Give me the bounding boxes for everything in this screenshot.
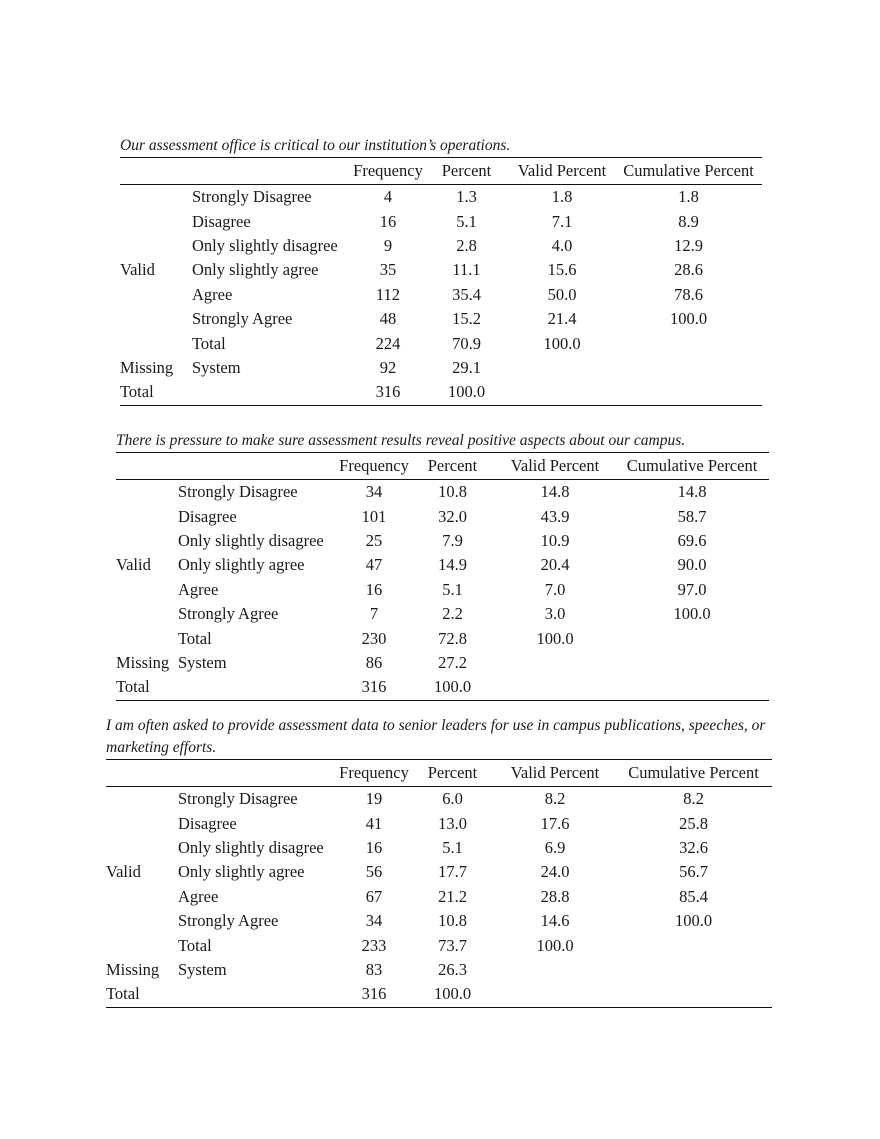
- cell-valid-percent: 8.2: [544, 789, 566, 809]
- cell-percent: 10.8: [438, 911, 467, 931]
- cell-frequency: 101: [361, 506, 387, 526]
- row-label: Strongly Disagree: [192, 187, 312, 207]
- table-row: [106, 933, 772, 957]
- group-label-valid: Valid: [116, 555, 151, 575]
- table-row: [120, 283, 762, 307]
- cell-cumulative: 8.2: [683, 789, 704, 809]
- row-label: Only slightly disagree: [178, 530, 324, 550]
- row-label: Only slightly agree: [178, 862, 305, 882]
- table-row-total: [106, 982, 772, 1007]
- cell-valid-percent: 3.0: [544, 604, 566, 624]
- cell-cumulative: 1.8: [678, 187, 699, 207]
- row-label: System: [178, 652, 227, 672]
- cell-percent: 14.9: [438, 555, 467, 575]
- frequency-table-2: [116, 430, 769, 701]
- table-row: [116, 529, 769, 553]
- cell-frequency: 16: [365, 837, 383, 857]
- row-label: Only slightly disagree: [192, 235, 338, 255]
- cell-frequency: 316: [338, 982, 410, 1007]
- group-label-total: Total: [116, 675, 178, 700]
- frequency-table-1: [120, 135, 762, 406]
- cell-frequency: 19: [365, 789, 383, 809]
- cell-percent: 5.1: [456, 211, 477, 231]
- table-row-missing: [120, 356, 762, 380]
- cell-valid-percent: 1.8: [551, 187, 573, 207]
- row-label: System: [178, 959, 227, 979]
- row-label: Agree: [192, 284, 233, 304]
- cell-cumulative: 56.7: [679, 862, 708, 882]
- group-label-valid: Valid: [106, 862, 141, 882]
- cell-frequency: 34: [365, 911, 383, 931]
- cell-frequency: 112: [375, 284, 401, 304]
- cell-valid-percent: 7.1: [551, 211, 573, 231]
- cell-frequency: 35: [379, 260, 397, 280]
- table-row: [106, 836, 772, 860]
- cell-frequency: 4: [383, 187, 393, 207]
- header-percent: Percent: [424, 158, 509, 185]
- group-label-missing: Missing: [120, 357, 174, 377]
- cell-cumulative: 100.0: [669, 309, 708, 329]
- cell-percent: 32.0: [438, 506, 467, 526]
- cell-frequency: 47: [365, 555, 383, 575]
- group-label-total: Total: [106, 982, 178, 1007]
- header-valid-percent: Valid Percent: [495, 760, 615, 787]
- table: [120, 157, 762, 406]
- header-percent: Percent: [410, 453, 495, 480]
- cell-frequency: 48: [379, 309, 397, 329]
- header-valid-percent: Valid Percent: [495, 453, 615, 480]
- header-row: [116, 453, 769, 480]
- header-cumulative-percent: Cumulative Percent: [615, 158, 762, 185]
- table-row: [116, 578, 769, 602]
- cell-percent: 70.9: [452, 333, 481, 353]
- cell-percent: 5.1: [442, 579, 463, 599]
- cell-percent: 15.2: [452, 309, 481, 329]
- cell-percent: 27.2: [438, 652, 467, 672]
- row-label: Total: [178, 935, 212, 955]
- cell-valid-percent: 15.6: [547, 260, 577, 280]
- cell-percent: 7.9: [442, 530, 463, 550]
- cell-percent: 26.3: [438, 959, 467, 979]
- cell-frequency: 233: [361, 935, 387, 955]
- cell-frequency: 25: [365, 530, 383, 550]
- table-row: [120, 307, 762, 331]
- cell-frequency: 230: [361, 628, 387, 648]
- cell-cumulative: 69.6: [677, 530, 707, 550]
- cell-percent: 6.0: [442, 789, 463, 809]
- cell-valid-percent: 20.4: [540, 555, 570, 575]
- cell-valid-percent: 43.9: [540, 506, 570, 526]
- row-label: Strongly Disagree: [178, 482, 298, 502]
- group-label-valid: Valid: [120, 260, 155, 280]
- table-row: [120, 209, 762, 233]
- cell-percent: 11.1: [452, 260, 481, 280]
- row-label: Total: [192, 333, 226, 353]
- cell-frequency: 16: [379, 211, 397, 231]
- cell-valid-percent: 100.0: [536, 935, 574, 955]
- cell-frequency: 92: [379, 357, 397, 377]
- cell-cumulative: 100.0: [673, 604, 711, 624]
- header-row: [106, 760, 772, 787]
- row-label: Strongly Agree: [192, 309, 293, 329]
- cell-valid-percent: 14.6: [540, 911, 570, 931]
- cell-cumulative: [615, 331, 762, 355]
- cell-frequency: 316: [338, 675, 410, 700]
- cell-valid-percent: 100.0: [536, 628, 574, 648]
- cell-cumulative: 85.4: [679, 886, 708, 906]
- row-label: Only slightly agree: [178, 555, 305, 575]
- header-percent: Percent: [410, 760, 495, 787]
- table-row-missing: [106, 958, 772, 982]
- table-row: [116, 602, 769, 626]
- cell-cumulative: 14.8: [677, 482, 707, 502]
- table-row: [116, 626, 769, 650]
- row-label: Strongly Agree: [178, 911, 279, 931]
- cell-cumulative: 78.6: [674, 284, 703, 304]
- cell-valid-percent: 14.8: [540, 482, 570, 502]
- table-row: [120, 331, 762, 355]
- cell-percent: 1.3: [456, 187, 477, 207]
- cell-cumulative: 97.0: [677, 579, 707, 599]
- cell-percent: 17.7: [438, 862, 467, 882]
- cell-valid-percent: 28.8: [540, 886, 570, 906]
- cell-frequency: 16: [365, 579, 383, 599]
- cell-cumulative: 58.7: [677, 506, 707, 526]
- row-label: Total: [178, 628, 212, 648]
- cell-cumulative: [615, 626, 769, 650]
- cell-valid-percent: 7.0: [544, 579, 566, 599]
- table-row: [120, 234, 762, 258]
- row-label: Agree: [178, 886, 219, 906]
- header-cumulative-percent: Cumulative Percent: [615, 760, 772, 787]
- cell-cumulative: 8.9: [678, 211, 699, 231]
- cell-valid-percent: 10.9: [540, 530, 570, 550]
- table-caption: Our assessment office is critical to our institution’s operations.: [120, 137, 511, 154]
- cell-percent: 29.1: [452, 357, 481, 377]
- cell-cumulative: 100.0: [674, 911, 713, 931]
- header-frequency: Frequency: [352, 158, 424, 185]
- cell-valid-percent: 50.0: [547, 284, 577, 304]
- row-label: Disagree: [178, 506, 237, 526]
- table-row-missing: [116, 651, 769, 675]
- cell-frequency: 224: [375, 333, 401, 353]
- row-label: Only slightly agree: [192, 260, 319, 280]
- table-row: [116, 480, 769, 505]
- cell-percent: 100.0: [410, 982, 495, 1007]
- header-valid-percent: Valid Percent: [509, 158, 615, 185]
- cell-percent: 2.2: [442, 604, 463, 624]
- cell-cumulative: 90.0: [677, 555, 707, 575]
- row-label: Disagree: [178, 813, 237, 833]
- cell-percent: 72.8: [438, 628, 467, 648]
- header-frequency: Frequency: [338, 760, 410, 787]
- cell-frequency: 67: [365, 886, 383, 906]
- row-label: Agree: [178, 579, 219, 599]
- cell-frequency: 34: [365, 482, 383, 502]
- cell-percent: 100.0: [424, 380, 509, 405]
- cell-percent: 10.8: [438, 482, 467, 502]
- cell-valid-percent: 6.9: [544, 837, 566, 857]
- cell-frequency: 7: [369, 604, 379, 624]
- cell-cumulative: [615, 933, 772, 957]
- cell-cumulative: 25.8: [679, 813, 708, 833]
- cell-percent: 100.0: [410, 675, 495, 700]
- group-label-missing: Missing: [116, 652, 170, 672]
- cell-frequency: 9: [383, 235, 393, 255]
- table-row: [106, 909, 772, 933]
- cell-percent: 2.8: [456, 235, 477, 255]
- cell-percent: 5.1: [442, 837, 463, 857]
- cell-valid-percent: 17.6: [540, 813, 570, 833]
- group-label-total: Total: [120, 380, 192, 405]
- table-row: [106, 885, 772, 909]
- header-row: [120, 158, 762, 185]
- cell-percent: 35.4: [452, 284, 481, 304]
- cell-valid-percent: 100.0: [543, 333, 581, 353]
- cell-cumulative: 32.6: [679, 837, 708, 857]
- cell-cumulative: 12.9: [674, 235, 703, 255]
- cell-percent: 21.2: [438, 886, 467, 906]
- table-row: [116, 553, 769, 577]
- table-row: [106, 860, 772, 884]
- table-row-total: [120, 380, 762, 405]
- row-label: Strongly Agree: [178, 604, 279, 624]
- cell-frequency: 86: [365, 652, 383, 672]
- table-row: [116, 504, 769, 528]
- table-row: [120, 258, 762, 282]
- frequency-table-3: [106, 715, 772, 1008]
- row-label: Only slightly disagree: [178, 837, 324, 857]
- cell-frequency: 41: [365, 813, 383, 833]
- row-label: Disagree: [192, 211, 251, 231]
- cell-frequency: 56: [365, 862, 383, 882]
- group-label-missing: Missing: [106, 959, 160, 979]
- table-caption: There is pressure to make sure assessment results reveal positive aspects about our campus.: [116, 432, 686, 449]
- cell-cumulative: 28.6: [674, 260, 703, 280]
- row-label: System: [192, 357, 241, 377]
- table-caption: I am often asked to provide assessment data to senior leaders for use in campus publications, speeches, or marketing efforts.: [106, 717, 766, 756]
- header-cumulative-percent: Cumulative Percent: [615, 453, 769, 480]
- cell-valid-percent: 4.0: [551, 235, 573, 255]
- cell-frequency: 83: [365, 959, 383, 979]
- table-row: [106, 811, 772, 835]
- cell-frequency: 316: [352, 380, 424, 405]
- table: [116, 452, 769, 701]
- cell-percent: 73.7: [438, 935, 467, 955]
- cell-valid-percent: 24.0: [540, 862, 570, 882]
- cell-valid-percent: 21.4: [547, 309, 577, 329]
- table-row: [106, 787, 772, 812]
- table-row-total: [116, 675, 769, 700]
- header-frequency: Frequency: [338, 453, 410, 480]
- row-label: Strongly Disagree: [178, 789, 298, 809]
- cell-percent: 13.0: [438, 813, 467, 833]
- table: [106, 759, 772, 1008]
- table-row: [120, 185, 762, 210]
